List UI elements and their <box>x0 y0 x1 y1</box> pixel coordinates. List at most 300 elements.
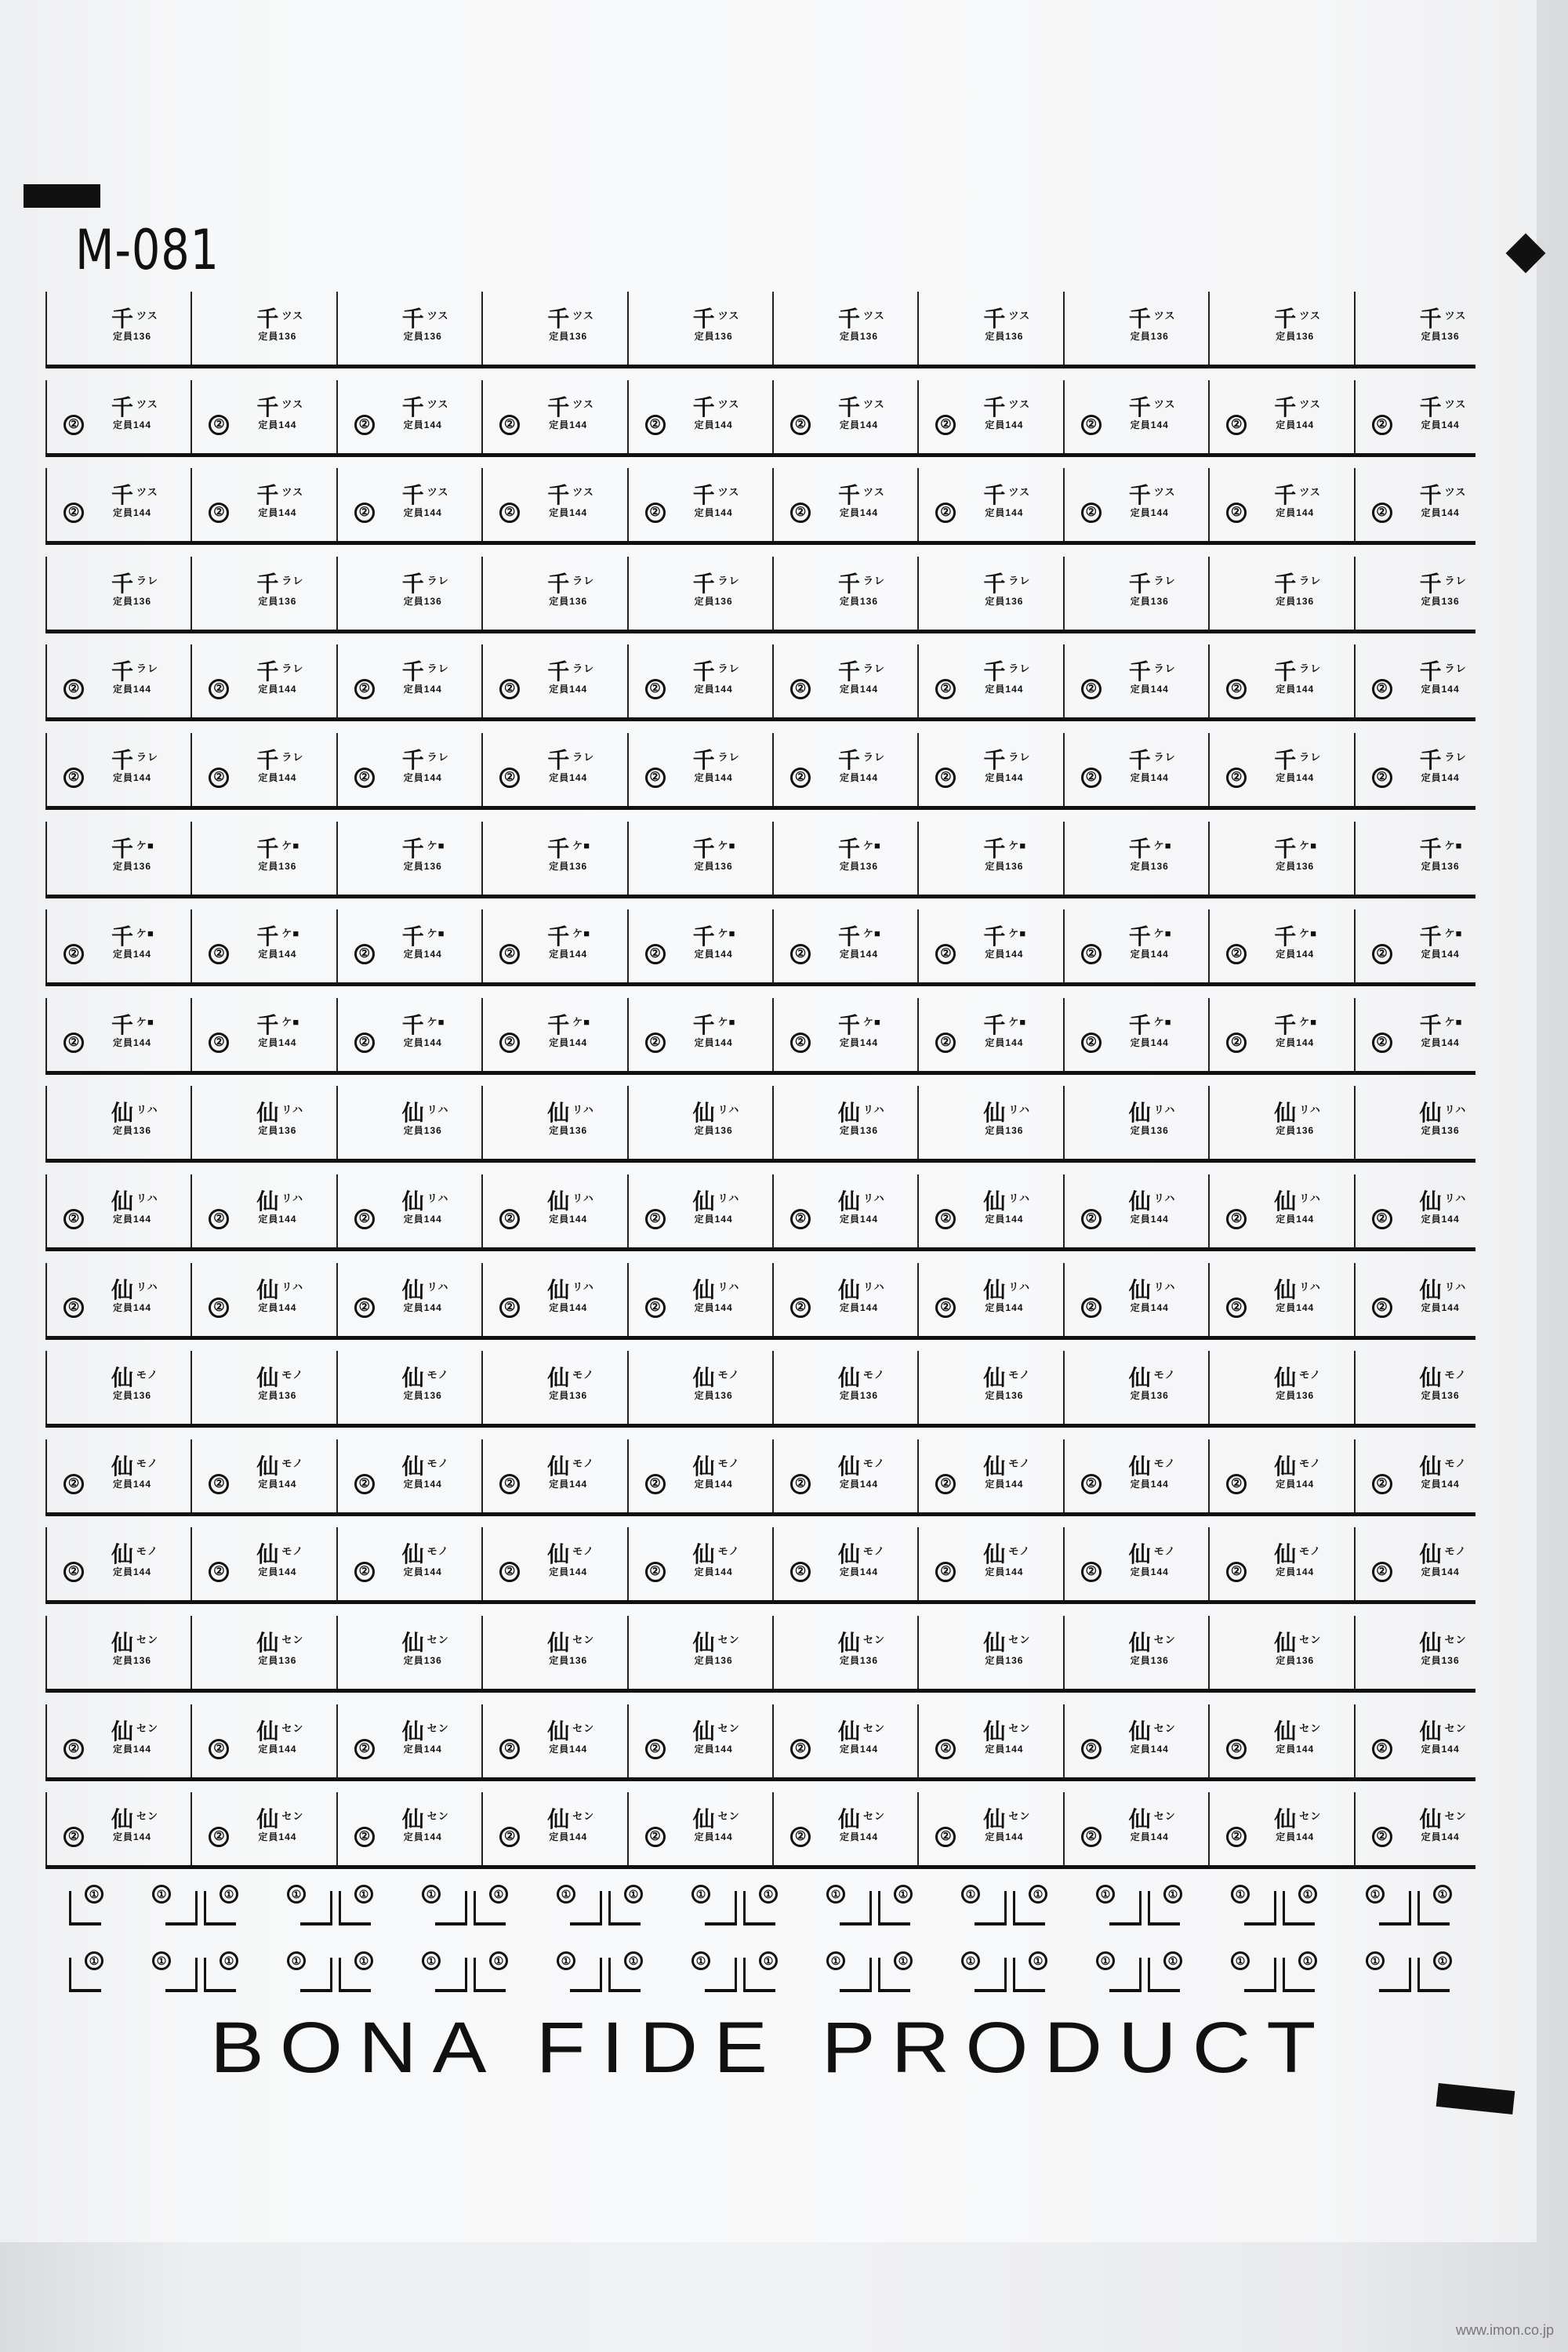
decal-cell <box>917 557 1064 631</box>
depot-kanji: 千 <box>547 394 570 420</box>
depot-kanji: 千 <box>1128 482 1151 509</box>
bracket-line <box>705 1891 737 1926</box>
capacity-text: 定員136 <box>1130 860 1169 872</box>
depot-kana: ケ■ <box>1008 927 1027 940</box>
decal-cell <box>772 380 919 455</box>
depot-kanji: 千 <box>838 1011 861 1038</box>
class-badge: ② <box>499 1298 520 1318</box>
numeral-one: ① <box>759 1951 778 1970</box>
capacity-text: 定員136 <box>1421 1654 1460 1666</box>
depot-kanji: 千 <box>1128 570 1151 597</box>
depot-kana: リハ <box>863 1104 885 1116</box>
capacity-text: 定員144 <box>1276 771 1315 783</box>
capacity-text: 定員144 <box>694 1301 733 1313</box>
class-badge: ② <box>354 1474 375 1494</box>
depot-kanji: 千 <box>983 394 1006 420</box>
capacity-text: 定員144 <box>1276 507 1315 519</box>
bracket-line <box>1013 1891 1045 1926</box>
depot-kanji: 千 <box>692 570 715 597</box>
capacity-text: 定員144 <box>694 1743 733 1755</box>
depot-kana: リハ <box>863 1192 885 1204</box>
decal-cell <box>481 644 628 719</box>
depot-kanji: 千 <box>256 835 279 862</box>
capacity-text: 定員144 <box>258 1036 297 1048</box>
capacity-text: 定員144 <box>694 419 733 430</box>
class-badge: ② <box>209 503 229 523</box>
numeral-one-cell <box>202 1947 270 2002</box>
registration-mark-bottom-right <box>1436 2083 1515 2114</box>
bracket-line <box>1013 1958 1045 1992</box>
capacity-text: 定員144 <box>258 949 297 960</box>
capacity-text: 定員144 <box>840 507 879 519</box>
capacity-text: 定員144 <box>985 419 1024 430</box>
decal-cell <box>191 1351 337 1425</box>
class-badge: ② <box>790 1474 811 1494</box>
capacity-text: 定員144 <box>1130 1566 1169 1578</box>
depot-kana: リハ <box>717 1104 740 1116</box>
capacity-text: 定員136 <box>1276 331 1315 342</box>
class-badge: ② <box>64 679 84 699</box>
depot-kana: ケ■ <box>1444 839 1463 851</box>
product-code: M-081 <box>75 218 220 282</box>
capacity-text: 定員144 <box>403 949 442 960</box>
capacity-text: 定員136 <box>840 1654 879 1666</box>
depot-kanji: 仙 <box>111 1453 134 1479</box>
depot-kanji: 仙 <box>401 1100 424 1127</box>
numeral-one-cell <box>1146 1880 1214 1935</box>
depot-kana: モノ <box>572 1545 595 1558</box>
capacity-text: 定員136 <box>1276 1125 1315 1137</box>
capacity-text: 定員136 <box>1421 595 1460 607</box>
class-badge: ② <box>645 944 666 964</box>
numeral-one-row <box>67 1947 1471 2009</box>
capacity-text: 定員144 <box>258 1566 297 1578</box>
decal-cell <box>772 468 919 543</box>
depot-kanji: 仙 <box>838 1806 861 1833</box>
depot-kana: ツス <box>1444 486 1467 499</box>
numeral-one: ① <box>489 1951 508 1970</box>
class-badge: ② <box>1372 415 1392 435</box>
depot-kana: ツス <box>717 397 740 410</box>
depot-kana: リハ <box>1008 1104 1031 1116</box>
numeral-one: ① <box>557 1951 575 1970</box>
decal-cell <box>772 733 919 808</box>
depot-kanji: 千 <box>401 306 424 332</box>
numeral-one: ① <box>1231 1885 1250 1904</box>
numeral-one: ① <box>624 1885 643 1904</box>
capacity-text: 定員144 <box>549 949 588 960</box>
numeral-one: ① <box>624 1951 643 1970</box>
depot-kanji: 千 <box>983 1011 1006 1038</box>
capacity-text: 定員136 <box>985 1654 1024 1666</box>
depot-kanji: 仙 <box>692 1188 715 1214</box>
capacity-text: 定員136 <box>549 595 588 607</box>
decal-cell <box>45 1174 192 1249</box>
depot-kana: ケ■ <box>281 839 300 851</box>
decal-cell <box>45 292 192 366</box>
depot-kana: ラレ <box>863 574 886 586</box>
bracket-line <box>300 1891 332 1926</box>
numeral-one-cell <box>337 1880 405 1935</box>
class-badge: ② <box>1372 1827 1392 1847</box>
numeral-one: ① <box>1433 1885 1452 1904</box>
capacity-text: 定員144 <box>694 771 733 783</box>
decal-cell <box>336 1439 483 1514</box>
numeral-one: ① <box>894 1885 913 1904</box>
capacity-text: 定員144 <box>694 507 733 519</box>
capacity-text: 定員136 <box>694 1654 733 1666</box>
capacity-text: 定員144 <box>840 1213 879 1225</box>
depot-kana: リハ <box>1299 1192 1321 1204</box>
depot-kana: リハ <box>1444 1104 1467 1116</box>
class-badge: ② <box>1081 944 1102 964</box>
depot-kanji: 千 <box>1128 746 1151 773</box>
depot-kanji: 仙 <box>547 1629 570 1656</box>
capacity-text: 定員136 <box>694 331 733 342</box>
depot-kanji: 仙 <box>1128 1276 1151 1303</box>
depot-kanji: 仙 <box>547 1453 570 1479</box>
depot-kanji: 千 <box>692 1011 715 1038</box>
decal-cell <box>1354 733 1501 808</box>
decal-cell <box>1208 909 1355 984</box>
decal-cell <box>1063 733 1210 808</box>
capacity-text: 定員136 <box>840 331 879 342</box>
depot-kana: ツス <box>1008 397 1031 410</box>
numeral-one: ① <box>422 1951 441 1970</box>
capacity-text: 定員136 <box>694 1125 733 1137</box>
class-badge: ② <box>935 679 956 699</box>
decal-cell <box>336 1174 483 1249</box>
class-badge: ② <box>1226 1209 1247 1229</box>
bracket-line <box>975 1958 1007 1992</box>
depot-kanji: 仙 <box>256 1629 279 1656</box>
depot-kanji: 千 <box>401 659 424 685</box>
class-badge: ② <box>1226 1827 1247 1847</box>
depot-kanji: 千 <box>1419 924 1442 950</box>
decal-cell <box>627 1616 774 1690</box>
class-badge: ② <box>209 415 229 435</box>
decal-cell <box>1063 644 1210 719</box>
depot-kana: ケ■ <box>426 1015 445 1028</box>
depot-kanji: 仙 <box>1274 1629 1297 1656</box>
decal-cell <box>191 380 337 455</box>
capacity-text: 定員136 <box>1276 860 1315 872</box>
class-badge: ② <box>209 1033 229 1053</box>
decal-cell <box>191 733 337 808</box>
depot-kana: セン <box>136 1810 159 1823</box>
depot-kana: セン <box>572 1810 595 1823</box>
decal-cell <box>917 1616 1064 1690</box>
class-badge: ② <box>1226 1033 1247 1053</box>
capacity-text: 定員144 <box>258 507 297 519</box>
depot-kana: ケ■ <box>717 839 736 851</box>
class-badge: ② <box>935 1562 956 1582</box>
class-badge: ② <box>645 1739 666 1759</box>
bracket-line <box>840 1891 872 1926</box>
capacity-text: 定員136 <box>549 1390 588 1402</box>
depot-kanji: 仙 <box>547 1541 570 1568</box>
depot-kanji: 仙 <box>1274 1718 1297 1744</box>
depot-kanji: 千 <box>1274 570 1297 597</box>
decal-cell <box>917 1086 1064 1160</box>
depot-kanji: 仙 <box>111 1718 134 1744</box>
class-badge: ② <box>354 944 375 964</box>
decal-grid <box>45 292 1475 1881</box>
decal-cell <box>481 1174 628 1249</box>
capacity-text: 定員136 <box>258 331 297 342</box>
depot-kanji: 仙 <box>547 1718 570 1744</box>
depot-kana: セン <box>1444 1810 1467 1823</box>
depot-kanji: 仙 <box>983 1365 1006 1392</box>
capacity-text: 定員144 <box>694 1478 733 1490</box>
capacity-text: 定員144 <box>1421 771 1460 783</box>
decal-row <box>45 380 1475 469</box>
decal-cell <box>1208 1616 1355 1690</box>
bracket-line <box>69 1891 101 1926</box>
numeral-one: ① <box>354 1885 373 1904</box>
decal-cell <box>627 1351 774 1425</box>
class-badge: ② <box>790 1209 811 1229</box>
depot-kana: ツス <box>1444 397 1467 410</box>
depot-kanji: 千 <box>838 835 861 862</box>
capacity-text: 定員144 <box>1421 1743 1460 1755</box>
capacity-text: 定員144 <box>549 771 588 783</box>
class-badge: ② <box>354 679 375 699</box>
capacity-text: 定員136 <box>549 331 588 342</box>
decal-cell <box>772 292 919 366</box>
numeral-one-cell <box>1079 1947 1146 2002</box>
depot-kana: ツス <box>136 397 158 410</box>
class-badge: ② <box>64 944 84 964</box>
depot-kanji: 千 <box>401 924 424 950</box>
depot-kanji: 千 <box>692 482 715 509</box>
numeral-one: ① <box>85 1885 103 1904</box>
depot-kanji: 仙 <box>1274 1365 1297 1392</box>
numeral-one: ① <box>287 1885 306 1904</box>
depot-kana: ツス <box>1153 397 1176 410</box>
capacity-text: 定員144 <box>549 1036 588 1048</box>
decal-cell <box>1208 1351 1355 1425</box>
capacity-text: 定員144 <box>403 771 442 783</box>
decal-cell <box>336 468 483 543</box>
depot-kana: リハ <box>1444 1280 1467 1293</box>
depot-kana: モノ <box>1444 1545 1467 1558</box>
capacity-text: 定員144 <box>113 771 152 783</box>
capacity-text: 定員144 <box>985 1566 1024 1578</box>
decal-cell <box>336 1263 483 1338</box>
depot-kanji: 千 <box>1274 746 1297 773</box>
bracket-line <box>1148 1891 1180 1926</box>
decal-row <box>45 1174 1475 1263</box>
decal-cell <box>1208 1704 1355 1779</box>
depot-kanji: 千 <box>983 570 1006 597</box>
capacity-text: 定員136 <box>1421 860 1460 872</box>
depot-kanji: 千 <box>1419 835 1442 862</box>
capacity-text: 定員144 <box>113 949 152 960</box>
numeral-one-cell <box>1281 1880 1348 1935</box>
row-divider <box>45 806 1475 810</box>
capacity-text: 定員136 <box>694 860 733 872</box>
depot-kana: セン <box>1299 1722 1322 1734</box>
class-badge: ② <box>354 768 375 788</box>
class-badge: ② <box>645 1298 666 1318</box>
depot-kana: モノ <box>863 1545 885 1558</box>
numeral-one: ① <box>1366 1951 1385 1970</box>
depot-kana: ツス <box>1153 310 1176 321</box>
depot-kana: セン <box>281 1633 304 1646</box>
depot-kanji: 仙 <box>547 1365 570 1392</box>
capacity-text: 定員144 <box>1130 684 1169 695</box>
decal-row <box>45 1792 1475 1881</box>
capacity-text: 定員144 <box>1421 684 1460 695</box>
capacity-text: 定員136 <box>113 595 152 607</box>
numeral-one: ① <box>1231 1951 1250 1970</box>
depot-kana: ラレ <box>1008 750 1031 763</box>
capacity-text: 定員144 <box>985 1213 1024 1225</box>
depot-kanji: 千 <box>838 924 861 950</box>
capacity-text: 定員144 <box>985 1743 1024 1755</box>
depot-kana: ラレ <box>717 574 740 586</box>
decal-cell <box>45 1527 192 1602</box>
depot-kana: ツス <box>572 486 594 499</box>
decal-cell <box>772 1792 919 1867</box>
capacity-text: 定員144 <box>549 419 588 430</box>
capacity-text: 定員144 <box>1130 419 1169 430</box>
depot-kanji: 仙 <box>1128 1806 1151 1833</box>
row-divider <box>45 1512 1475 1516</box>
depot-kanji: 千 <box>401 482 424 509</box>
decal-row <box>45 292 1475 380</box>
depot-kanji: 千 <box>111 746 134 773</box>
depot-kana: リハ <box>136 1104 158 1116</box>
class-badge: ② <box>935 1298 956 1318</box>
depot-kana: ラレ <box>136 662 159 675</box>
decal-cell <box>1208 1174 1355 1249</box>
watermark: www.imon.co.jp <box>1455 2322 1554 2338</box>
class-badge: ② <box>64 1298 84 1318</box>
depot-kanji: 千 <box>692 924 715 950</box>
depot-kanji: 仙 <box>111 1541 134 1568</box>
decal-cell <box>627 1439 774 1514</box>
depot-kanji: 千 <box>1274 482 1297 509</box>
depot-kana: モノ <box>136 1457 158 1469</box>
decal-row <box>45 1527 1475 1616</box>
class-badge: ② <box>935 415 956 435</box>
row-divider <box>45 1159 1475 1163</box>
decal-cell <box>336 733 483 808</box>
depot-kana: ツス <box>717 486 740 499</box>
decal-row <box>45 1351 1475 1439</box>
class-badge: ② <box>1226 1298 1247 1318</box>
decal-cell <box>1063 468 1210 543</box>
class-badge: ② <box>499 1562 520 1582</box>
depot-kanji: 千 <box>111 394 134 420</box>
depot-kana: セン <box>1008 1810 1031 1823</box>
decal-cell <box>917 733 1064 808</box>
class-badge: ② <box>935 503 956 523</box>
decal-cell <box>917 1263 1064 1338</box>
depot-kana: セン <box>281 1722 304 1734</box>
row-divider <box>45 365 1475 368</box>
capacity-text: 定員144 <box>840 1478 879 1490</box>
depot-kanji: 仙 <box>256 1100 279 1127</box>
class-badge: ② <box>645 768 666 788</box>
class-badge: ② <box>1372 1209 1392 1229</box>
decal-cell <box>336 998 483 1073</box>
depot-kana: モノ <box>1008 1369 1031 1381</box>
depot-kana: リハ <box>281 1104 304 1116</box>
depot-kana: リハ <box>136 1280 158 1293</box>
depot-kana: モノ <box>572 1457 595 1469</box>
depot-kana: モノ <box>1299 1369 1322 1381</box>
capacity-text: 定員144 <box>113 1036 152 1048</box>
depot-kanji: 千 <box>1274 924 1297 950</box>
depot-kanji: 仙 <box>838 1100 861 1127</box>
decal-cell <box>45 1439 192 1514</box>
depot-kanji: 千 <box>1128 835 1151 862</box>
depot-kana: モノ <box>426 1369 449 1381</box>
class-badge: ② <box>645 1562 666 1582</box>
depot-kana: ラレ <box>1444 750 1467 763</box>
depot-kana: ケ■ <box>136 927 154 940</box>
depot-kanji: 仙 <box>692 1100 715 1127</box>
depot-kanji: 仙 <box>401 1365 424 1392</box>
depot-kanji: 仙 <box>547 1100 570 1127</box>
row-divider <box>45 1424 1475 1428</box>
decal-cell <box>917 1792 1064 1867</box>
decal-cell <box>1063 557 1210 631</box>
decal-cell <box>917 644 1064 719</box>
depot-kanji: 千 <box>838 482 861 509</box>
class-badge: ② <box>209 1209 229 1229</box>
depot-kanji: 千 <box>983 746 1006 773</box>
depot-kana: ラレ <box>281 662 304 675</box>
numeral-one-cell <box>1348 1880 1416 1935</box>
depot-kanji: 千 <box>692 746 715 773</box>
depot-kana: ケ■ <box>863 839 881 851</box>
depot-kana: ラレ <box>281 574 304 586</box>
depot-kanji: 千 <box>838 746 861 773</box>
decal-cell <box>917 1704 1064 1779</box>
class-badge: ② <box>354 503 375 523</box>
decal-cell <box>917 1351 1064 1425</box>
class-badge: ② <box>1372 944 1392 964</box>
depot-kana: リハ <box>572 1192 594 1204</box>
capacity-text: 定員144 <box>694 684 733 695</box>
decal-cell <box>45 1616 192 1690</box>
decal-cell <box>1354 909 1501 984</box>
depot-kanji: 千 <box>692 659 715 685</box>
decal-cell <box>1063 1351 1210 1425</box>
decal-cell <box>1354 292 1501 366</box>
capacity-text: 定員144 <box>549 1566 588 1578</box>
decal-cell <box>772 1351 919 1425</box>
decal-cell <box>481 733 628 808</box>
depot-kana: リハ <box>426 1192 449 1204</box>
depot-kanji: 仙 <box>401 1718 424 1744</box>
capacity-text: 定員144 <box>840 419 879 430</box>
depot-kana: モノ <box>426 1457 449 1469</box>
decal-cell <box>1354 1527 1501 1602</box>
class-badge: ② <box>645 1827 666 1847</box>
class-badge: ② <box>1081 679 1102 699</box>
decal-cell <box>336 1616 483 1690</box>
capacity-text: 定員136 <box>1421 1125 1460 1137</box>
decal-cell <box>191 644 337 719</box>
class-badge: ② <box>1081 1298 1102 1318</box>
capacity-text: 定員136 <box>1130 1125 1169 1137</box>
class-badge: ② <box>209 1562 229 1582</box>
